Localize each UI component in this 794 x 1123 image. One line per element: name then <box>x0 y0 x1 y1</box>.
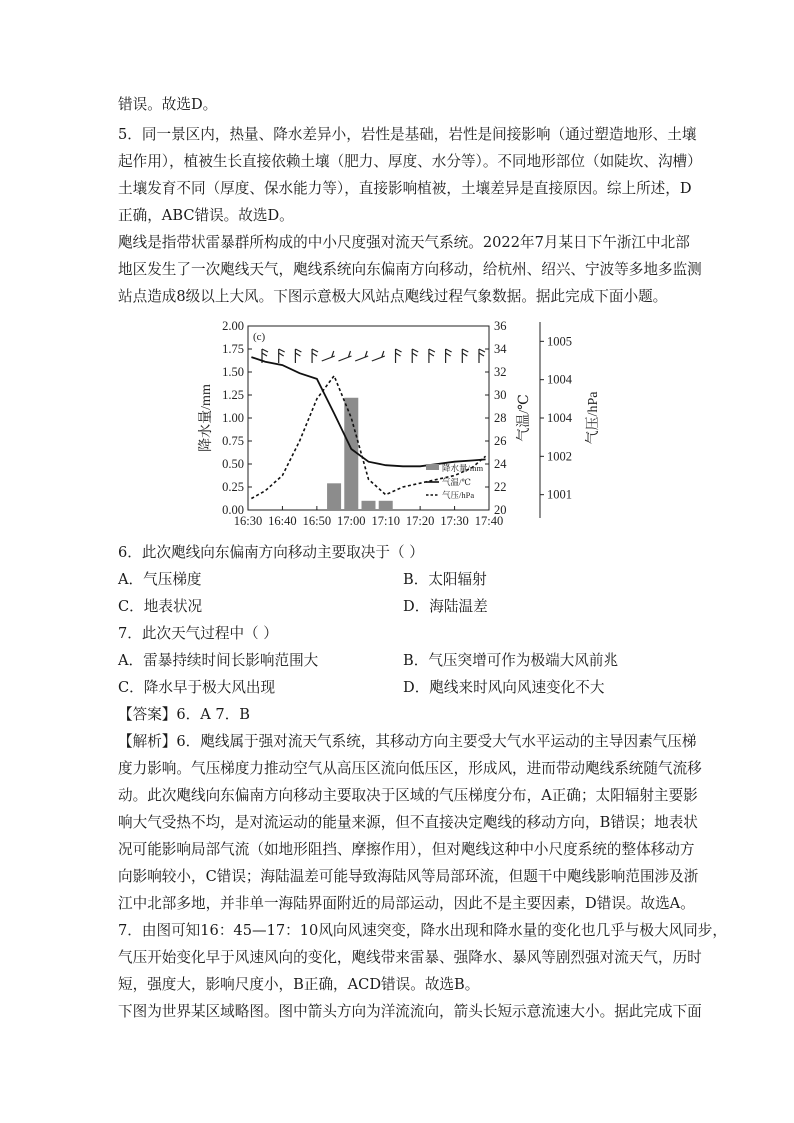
y-left-tick-label: 0.25 <box>222 480 244 494</box>
q7-option-b: B．气压突增可作为极端大风前兆 <box>403 652 619 669</box>
y-temp-axis-label: 气温/℃ <box>517 394 532 442</box>
y-pres-tick-label: 1004 <box>547 372 572 387</box>
question-7-stem: 7．此次天气过程中（ ） <box>118 625 278 642</box>
y-left-axis-label: 降水量/mm <box>199 384 214 452</box>
legend-temp-label: 气温/℃ <box>442 477 471 487</box>
q6-option-b: B．太阳辐射 <box>403 571 487 588</box>
x-tick-label: 17:30 <box>440 514 469 528</box>
analysis-line: 江中北部多地，并非单一海陆界面附近的局部运动，因此不是主要因素，D错误。故选A。 <box>118 895 695 912</box>
precip-bar <box>379 501 393 510</box>
y-temp-tick-label: 22 <box>494 480 507 494</box>
text-line: 土壤发育不同（厚度、保水能力等），直接影响植被，土壤差异是直接原因。综上所述，D <box>118 180 692 197</box>
y-temp-tick-label: 24 <box>494 457 507 471</box>
wind-barb-icon <box>355 351 368 361</box>
legend-precip-label: 降水量/mm <box>442 463 484 473</box>
x-tick-label: 16:30 <box>233 514 263 528</box>
next-intro-line: 下图为世界某区域略图。图中箭头方向为洋流流向，箭头长短示意流速大小。据此完成下面 <box>118 1003 702 1020</box>
y-temp-tick-label: 34 <box>494 342 507 356</box>
q7-option-a: A．雷暴持续时间长影响范围大 <box>118 652 319 669</box>
precip-bar <box>362 501 376 510</box>
analysis-line: 气压开始变化早于风速风向的变化，飑线带来雷暴、强降水、暴风等剧烈强对流天气，历时 <box>118 949 702 966</box>
q7-option-c: C．降水早于极大风出现 <box>118 679 276 696</box>
analysis-line: 动。此次飑线向东偏南方向移动主要取决于区域的气压梯度分布，A正确；太阳辐射主要影 <box>118 787 698 804</box>
legend-precip-swatch <box>426 464 439 470</box>
analysis-line: 度力影响。气压梯度力推动空气从高压区流向低压区，形成风，进而带动飑线系统随气流移 <box>118 760 702 777</box>
x-tick-label: 17:20 <box>405 514 435 528</box>
y-pres-axis-label: 气压/hPa <box>586 391 601 445</box>
question-6-stem: 6．此次飑线向东偏南方向移动主要取决于（ ） <box>118 544 424 561</box>
squall-line-chart <box>190 312 610 537</box>
precip-bar <box>327 483 341 510</box>
wind-barb-icon <box>479 349 485 363</box>
analysis-line: 7．由图可知16：45—17：10风向风速突变，降水出现和降水量的变化也几乎与极大风同步， <box>118 922 727 939</box>
y-temp-tick-label: 30 <box>494 388 507 402</box>
text-line: 5．同一景区内，热量、降水差异小，岩性是基础，岩性是间接影响（通过塑造地形、土壤 <box>118 126 697 143</box>
q7-option-d: D．飑线来时风向风速变化不大 <box>403 679 605 696</box>
y-temp-tick-label: 32 <box>494 365 507 379</box>
intro-line: 站点造成8级以上大风。下图示意极大风站点飑线过程气象数据。据此完成下面小题。 <box>118 288 668 305</box>
analysis-line: 【解析】6．飑线属于强对流天气系统，其移动方向主要受大气水平运动的主导因素气压梯 <box>118 733 697 750</box>
y-temp-tick-label: 28 <box>494 411 507 425</box>
analysis-line: 响大气受热不均，是对流运动的能量来源，但不直接决定飑线的移动方向，B错误；地表状 <box>118 814 698 831</box>
wind-barb-icon <box>295 349 301 363</box>
intro-line: 飑线是指带状雷暴群所构成的中小尺度强对流天气系统。2022年7月某日下午浙江中北部 <box>118 234 690 251</box>
wind-barb-icon <box>412 349 418 363</box>
q6-option-c: C．地表状况 <box>118 598 203 615</box>
wind-barb-icon <box>312 349 318 363</box>
wind-barb-icon <box>429 349 435 363</box>
q6-option-a: A．气压梯度 <box>118 571 202 588</box>
wind-barb-icon <box>462 349 468 363</box>
y-pres-tick-label: 1004 <box>547 411 572 425</box>
wind-barb-icon <box>279 349 285 363</box>
x-tick-label: 17:00 <box>337 514 366 528</box>
panel-label: (c) <box>253 331 266 343</box>
analysis-line: 短，强度大，影响尺度小，B正确，ACD错误。故选B。 <box>118 976 480 993</box>
legend-pres-label: 气压/hPa <box>442 490 475 500</box>
x-tick-label: 16:50 <box>302 514 332 528</box>
x-tick-label: 17:40 <box>474 514 504 528</box>
y-left-tick-label: 1.75 <box>222 342 244 356</box>
text-line: 正确，ABC错误。故选D。 <box>118 207 294 224</box>
y-left-tick-label: 2.00 <box>222 319 244 333</box>
wind-barb-icon <box>396 349 402 363</box>
wind-barb-icon <box>372 351 385 361</box>
text-line: 错误。故选D。 <box>118 96 218 113</box>
analysis-line: 向影响较小，C错误；海陆温差可能导致海陆风等局部环流，但题干中飑线影响范围涉及浙 <box>118 868 699 885</box>
x-tick-label: 16:40 <box>268 514 297 528</box>
temperature-line <box>251 357 485 466</box>
y-temp-tick-label: 20 <box>494 503 507 517</box>
y-left-tick-label: 1.25 <box>222 388 244 402</box>
intro-line: 地区发生了一次飑线天气，飑线系统向东偏南方向移动，给杭州、绍兴、宁波等多地多监测 <box>118 261 702 278</box>
y-pres-tick-label: 1001 <box>547 487 572 502</box>
y-left-tick-label: 1.50 <box>222 365 244 379</box>
y-left-tick-label: 0.50 <box>222 457 244 471</box>
q6-option-d: D．海陆温差 <box>403 598 488 615</box>
y-left-tick-label: 0.00 <box>222 503 244 517</box>
x-tick-label: 17:10 <box>371 514 400 528</box>
wind-barb-icon <box>446 349 452 363</box>
y-temp-tick-label: 36 <box>494 319 507 333</box>
precip-bar <box>344 398 358 510</box>
y-pres-tick-label: 1002 <box>547 449 572 464</box>
y-temp-tick-label: 26 <box>494 434 507 448</box>
analysis-line: 况可能影响局部气流（如地形阻挡、摩擦作用），但对飑线这种中小尺度系统的整体移动方 <box>118 841 695 858</box>
y-left-tick-label: 1.00 <box>222 411 244 425</box>
wind-barb-icon <box>338 351 351 361</box>
wind-barb-icon <box>322 351 335 361</box>
answer-line: 【答案】6．A 7．B <box>118 706 251 723</box>
y-left-tick-label: 0.75 <box>222 434 244 448</box>
y-pres-tick-label: 1005 <box>547 334 572 349</box>
text-line: 起作用），植被生长直接依赖土壤（肥力、厚度、水分等）。不同地形部位（如陡坎、沟槽） <box>118 153 702 170</box>
